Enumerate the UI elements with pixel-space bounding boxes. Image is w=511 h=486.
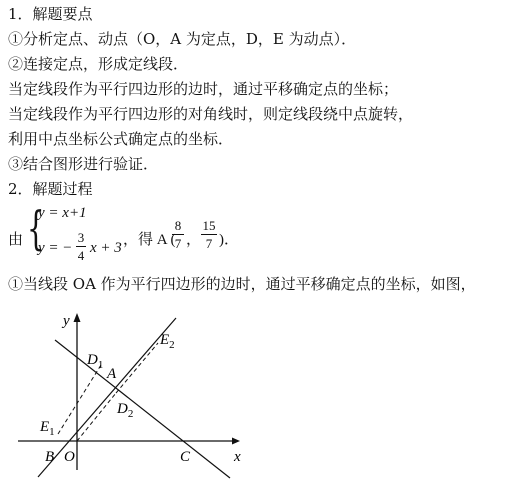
x-axis-arrow xyxy=(232,438,240,445)
point-analyze: ①分析定点、动点（O，A 为定点，D，E 为动点）． xyxy=(8,30,357,48)
label-o: O xyxy=(64,449,75,465)
equation-1: y = x+1 xyxy=(38,205,87,221)
equation-2-rhs: x + 3 xyxy=(90,240,122,256)
point-verify: ③结合图形进行验证． xyxy=(8,155,159,173)
label-d2: $D_2$ xyxy=(117,401,134,420)
coord-comma: ， xyxy=(186,232,202,248)
equation-2-lhs: y = − xyxy=(38,240,73,256)
left-brace: { xyxy=(27,201,45,255)
midpoint-formula-text: 利用中点坐标公式确定点的坐标． xyxy=(8,130,234,148)
dashed-e1-d1 xyxy=(58,365,101,434)
label-b: B xyxy=(45,449,55,465)
case-edge-text: 当定线段作为平行四边形的边时，通过平移确定点的坐标； xyxy=(8,80,399,98)
line-ac xyxy=(55,340,230,478)
coord-close: )． xyxy=(219,232,239,248)
label-y: y xyxy=(63,313,70,329)
result-text: ，得 A ( xyxy=(123,232,176,248)
equation-2-fraction: 3 4 xyxy=(77,230,85,263)
dashed-o-d2 xyxy=(77,393,116,441)
case-1-text: ①当线段 OA 作为平行四边形的边时，通过平移确定点的坐标，如图， xyxy=(8,275,476,293)
heading-process: 2．解题过程 xyxy=(8,180,93,198)
y-axis-arrow xyxy=(74,313,81,322)
point-a-y: 15 7 xyxy=(202,218,216,251)
label-e1: $E_1$ xyxy=(40,419,55,438)
point-connect: ②连接定点，形成定线段． xyxy=(8,55,189,73)
line-ba xyxy=(38,318,176,477)
system-prefix: 由 xyxy=(8,232,24,248)
label-x: x xyxy=(234,449,241,465)
heading-key-points: 1．解题要点 xyxy=(8,5,93,23)
label-c: C xyxy=(180,449,191,465)
label-d1: $D_1$ xyxy=(87,352,104,371)
label-a: A xyxy=(107,366,117,382)
point-a-x: 8 7 xyxy=(172,218,184,251)
dashed-d2-e2 xyxy=(116,343,158,393)
case-diagonal-text: 当定线段作为平行四边形的对角线时，则定线段绕中点旋转， xyxy=(8,105,414,123)
label-e2: $E_2$ xyxy=(160,332,175,351)
